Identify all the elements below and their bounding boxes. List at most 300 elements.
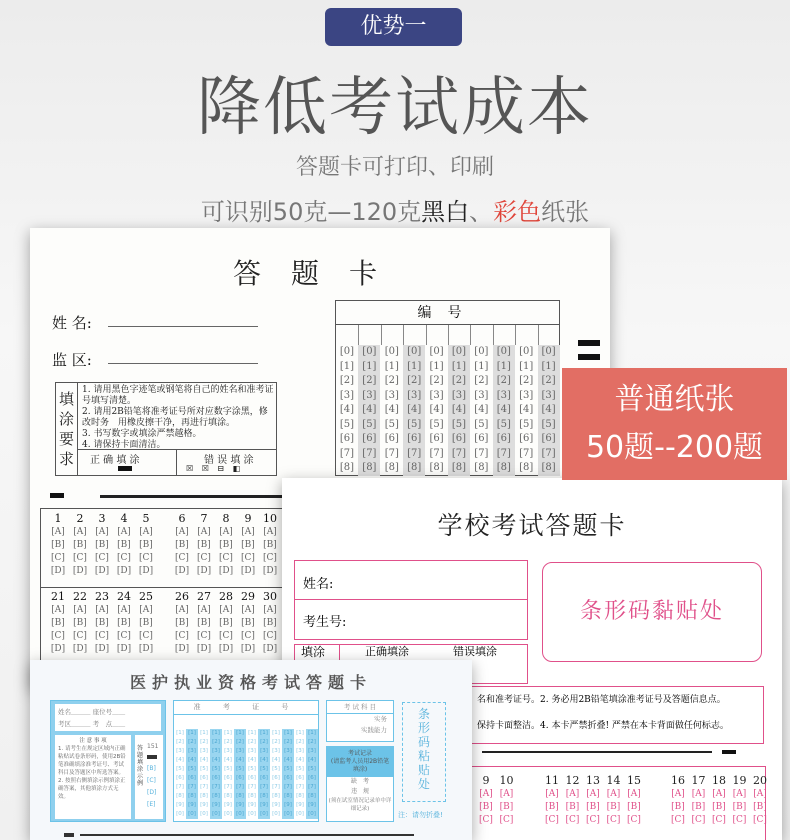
digit-bubble[interactable]: [6] — [224, 775, 232, 781]
digit-bubble[interactable]: [7] — [212, 784, 220, 790]
option-bubble[interactable]: [D] — [262, 644, 278, 654]
option-bubble[interactable]: [A] — [606, 789, 621, 799]
digit-bubble[interactable]: [8] — [260, 793, 268, 799]
digit-bubble[interactable]: [6] — [260, 775, 268, 781]
digit-bubble[interactable]: [2] — [429, 375, 444, 386]
option-bubble[interactable]: [D] — [72, 644, 88, 654]
digit-bubble[interactable]: [4] — [308, 757, 316, 763]
digit-bubble[interactable]: [9] — [236, 802, 244, 808]
digit-bubble[interactable]: [6] — [308, 775, 316, 781]
digit-bubble[interactable]: [1] — [384, 360, 399, 372]
digit-bubble[interactable]: [4] — [362, 404, 377, 415]
digit-bubble[interactable]: [9] — [260, 802, 268, 808]
digit-bubble[interactable]: [8] — [248, 793, 256, 799]
digit-bubble[interactable]: [6] — [296, 775, 304, 781]
digit-bubble[interactable]: [0] — [176, 811, 184, 817]
option-bubble[interactable]: [D] — [116, 566, 132, 576]
digit-bubble[interactable]: [0] — [451, 346, 467, 357]
option-bubble[interactable]: [D] — [174, 566, 190, 576]
digit-bubble[interactable]: [4] — [451, 404, 467, 415]
option-bubble[interactable]: [A] — [627, 789, 641, 799]
digit-bubble[interactable]: [0] — [474, 346, 489, 357]
digit-bubble[interactable]: [0] — [429, 346, 444, 357]
digit-bubble[interactable]: [8] — [541, 462, 556, 473]
option-bubble[interactable]: [D] — [94, 644, 110, 654]
digit-bubble[interactable]: [5] — [296, 766, 304, 772]
digit-bubble[interactable]: [7] — [236, 784, 244, 790]
digit-bubble[interactable]: [7] — [496, 447, 511, 459]
option-bubble[interactable]: [C] — [671, 815, 685, 825]
option-bubble[interactable]: [C] — [95, 631, 109, 641]
digit-bubble[interactable]: [7] — [200, 784, 208, 790]
option-bubble[interactable]: [D] — [138, 566, 154, 576]
option-bubble[interactable]: [A] — [219, 527, 233, 537]
digit-bubble[interactable]: [7] — [224, 784, 232, 790]
option-bubble[interactable]: [B] — [671, 802, 685, 812]
option-bubble[interactable]: [C] — [139, 631, 153, 641]
option-bubble[interactable]: [A] — [263, 527, 277, 537]
digit-bubble[interactable]: [8] — [308, 793, 316, 799]
digit-bubble[interactable]: [8] — [236, 793, 244, 799]
digit-bubble[interactable]: [3] — [519, 389, 534, 401]
digit-bubble[interactable]: [7] — [284, 784, 292, 790]
digit-bubble[interactable]: [3] — [362, 389, 377, 401]
digit-bubble[interactable]: [6] — [248, 775, 256, 781]
option-bubble[interactable]: [B] — [241, 540, 255, 550]
digit-bubble[interactable]: [6] — [339, 433, 355, 444]
option-bubble[interactable]: [B] — [545, 802, 559, 812]
digit-bubble[interactable]: [5] — [474, 418, 489, 430]
digit-bubble[interactable]: [3] — [260, 748, 268, 754]
digit-bubble[interactable]: [8] — [339, 462, 355, 473]
option-bubble[interactable]: [B] — [51, 618, 65, 628]
option-bubble[interactable]: [B] — [117, 618, 131, 628]
digit-bubble[interactable]: [2] — [212, 739, 220, 745]
option-bubble[interactable]: [D] — [262, 566, 278, 576]
digit-bubble[interactable]: [6] — [474, 433, 489, 444]
option-bubble[interactable]: [C] — [263, 553, 277, 563]
digit-bubble[interactable]: [2] — [474, 375, 489, 386]
digit-bubble[interactable]: [7] — [188, 784, 196, 790]
digit-bubble[interactable]: [9] — [272, 802, 280, 808]
digit-bubble[interactable]: [1] — [519, 360, 534, 372]
option-bubble[interactable]: [A] — [263, 605, 277, 615]
digit-bubble[interactable]: [6] — [176, 775, 184, 781]
digit-bubble[interactable]: [8] — [407, 462, 422, 473]
digit-bubble[interactable]: [8] — [272, 793, 280, 799]
option-bubble[interactable]: [B] — [139, 618, 153, 628]
digit-bubble[interactable]: [4] — [407, 404, 422, 415]
digit-bubble[interactable]: [4] — [236, 757, 244, 763]
digit-bubble[interactable]: [5] — [236, 766, 244, 772]
digit-bubble[interactable]: [0] — [384, 346, 399, 357]
digit-bubble[interactable]: [2] — [284, 739, 292, 745]
digit-bubble[interactable]: [7] — [176, 784, 184, 790]
digit-bubble[interactable]: [3] — [296, 748, 304, 754]
digit-bubble[interactable]: [1] — [362, 360, 377, 372]
option-bubble[interactable]: [B] — [753, 802, 767, 812]
option-bubble[interactable]: [D] — [196, 644, 212, 654]
digit-bubble[interactable]: [4] — [188, 757, 196, 763]
digit-bubble[interactable]: [5] — [224, 766, 232, 772]
digit-bubble[interactable]: [8] — [212, 793, 220, 799]
digit-bubble[interactable]: [7] — [451, 447, 467, 459]
digit-bubble[interactable]: [0] — [260, 811, 268, 817]
digit-bubble[interactable]: [1] — [272, 730, 280, 736]
digit-bubble[interactable]: [5] — [260, 766, 268, 772]
digit-bubble[interactable]: [2] — [200, 739, 208, 745]
absent-option[interactable]: 缺 考 — [350, 778, 369, 785]
option-bubble[interactable]: [B] — [479, 802, 493, 812]
digit-bubble[interactable]: [3] — [407, 389, 422, 401]
digit-bubble[interactable]: [3] — [200, 748, 208, 754]
digit-bubble[interactable]: [3] — [236, 748, 244, 754]
option-bubble[interactable]: [C] — [117, 553, 131, 563]
option-bubble[interactable]: [C] — [219, 631, 233, 641]
option-bubble[interactable]: [B] — [263, 540, 277, 550]
option-bubble[interactable]: [A] — [499, 789, 514, 799]
digit-bubble[interactable]: [4] — [260, 757, 268, 763]
digit-bubble[interactable]: [8] — [188, 793, 196, 799]
violation-option[interactable]: 违 规 — [350, 788, 369, 795]
option-bubble[interactable]: [C] — [732, 815, 747, 825]
option-bubble[interactable]: [A] — [545, 789, 559, 799]
digit-bubble[interactable]: [1] — [474, 360, 489, 372]
option-bubble[interactable]: [D] — [240, 644, 256, 654]
option-bubble[interactable]: [A] — [175, 605, 189, 615]
digit-bubble[interactable]: [0] — [362, 346, 377, 357]
digit-bubble[interactable]: [5] — [272, 766, 280, 772]
option-bubble[interactable]: [B] — [197, 540, 211, 550]
option-bubble[interactable]: [B] — [175, 618, 189, 628]
option-bubble[interactable]: [A] — [753, 789, 767, 799]
option-bubble[interactable]: [B] — [606, 802, 621, 812]
digit-bubble[interactable]: [8] — [474, 462, 489, 473]
digit-bubble[interactable]: [1] — [284, 730, 292, 736]
digit-bubble[interactable]: [5] — [188, 766, 196, 772]
digit-bubble[interactable]: [4] — [212, 757, 220, 763]
digit-bubble[interactable]: [7] — [362, 447, 377, 459]
digit-bubble[interactable]: [5] — [200, 766, 208, 772]
digit-bubble[interactable]: [6] — [362, 433, 377, 444]
digit-bubble[interactable]: [3] — [224, 748, 232, 754]
digit-bubble[interactable]: [4] — [519, 404, 534, 415]
digit-bubble[interactable]: [6] — [541, 433, 556, 444]
digit-bubble[interactable]: [5] — [248, 766, 256, 772]
option-bubble[interactable]: [D] — [72, 566, 88, 576]
option-bubble[interactable]: [C] — [606, 815, 621, 825]
option-bubble[interactable]: [D] — [174, 644, 190, 654]
digit-bubble[interactable]: [0] — [188, 811, 196, 817]
digit-bubble[interactable]: [4] — [384, 404, 399, 415]
digit-bubble[interactable]: [8] — [200, 793, 208, 799]
digit-bubble[interactable]: [8] — [296, 793, 304, 799]
option-bubble[interactable]: [C] — [51, 631, 65, 641]
digit-bubble[interactable]: [0] — [496, 346, 511, 357]
digit-bubble[interactable]: [9] — [200, 802, 208, 808]
digit-bubble[interactable]: [5] — [308, 766, 316, 772]
digit-bubble[interactable]: [5] — [429, 418, 444, 430]
digit-bubble[interactable]: [6] — [200, 775, 208, 781]
subject-option[interactable]: 实务 — [374, 715, 387, 723]
digit-bubble[interactable]: [0] — [200, 811, 208, 817]
option-bubble[interactable]: [C] — [73, 553, 87, 563]
digit-bubble[interactable]: [9] — [212, 802, 220, 808]
digit-bubble[interactable]: [1] — [308, 730, 316, 736]
digit-bubble[interactable]: [8] — [496, 462, 511, 473]
digit-bubble[interactable]: [1] — [496, 360, 511, 372]
digit-bubble[interactable]: [2] — [496, 375, 511, 386]
option-bubble[interactable]: [C] — [219, 553, 233, 563]
digit-bubble[interactable]: [4] — [224, 757, 232, 763]
digit-bubble[interactable]: [2] — [188, 739, 196, 745]
subject-option[interactable]: 实践能力 — [361, 726, 387, 734]
digit-bubble[interactable]: [1] — [176, 730, 184, 736]
digit-bubble[interactable]: [5] — [384, 418, 399, 430]
digit-bubble[interactable]: [7] — [296, 784, 304, 790]
digit-bubble[interactable]: [7] — [541, 447, 556, 459]
digit-bubble[interactable]: [1] — [541, 360, 556, 372]
digit-bubble[interactable]: [9] — [308, 802, 316, 808]
digit-bubble[interactable]: [4] — [541, 404, 556, 415]
option-bubble[interactable]: [C] — [499, 815, 514, 825]
digit-bubble[interactable]: [6] — [451, 433, 467, 444]
digit-bubble[interactable]: [3] — [188, 748, 196, 754]
option-bubble[interactable]: [A] — [117, 527, 131, 537]
option-bubble[interactable]: [A] — [671, 789, 685, 799]
digit-bubble[interactable]: [3] — [339, 389, 355, 401]
option-bubble[interactable]: [B] — [73, 540, 87, 550]
digit-bubble[interactable]: [3] — [212, 748, 220, 754]
digit-bubble[interactable]: [8] — [429, 462, 444, 473]
digit-bubble[interactable]: [4] — [339, 404, 355, 415]
option-bubble[interactable]: [A] — [95, 527, 109, 537]
digit-bubble[interactable]: [4] — [296, 757, 304, 763]
digit-bubble[interactable]: [7] — [339, 447, 355, 459]
digit-bubble[interactable]: [3] — [176, 748, 184, 754]
option-bubble[interactable]: [B] — [139, 540, 153, 550]
option-bubble[interactable]: [A] — [175, 527, 189, 537]
digit-bubble[interactable]: [2] — [236, 739, 244, 745]
option-bubble[interactable]: [D] — [50, 644, 66, 654]
digit-bubble[interactable]: [4] — [474, 404, 489, 415]
digit-bubble[interactable]: [1] — [212, 730, 220, 736]
digit-bubble[interactable]: [5] — [496, 418, 511, 430]
digit-bubble[interactable]: [6] — [272, 775, 280, 781]
option-bubble[interactable]: [A] — [479, 789, 493, 799]
digit-bubble[interactable]: [2] — [260, 739, 268, 745]
digit-bubble[interactable]: [9] — [284, 802, 292, 808]
option-bubble[interactable]: [A] — [117, 605, 131, 615]
digit-bubble[interactable]: [3] — [284, 748, 292, 754]
digit-bubble[interactable]: [9] — [224, 802, 232, 808]
digit-bubble[interactable]: [3] — [474, 389, 489, 401]
digit-bubble[interactable]: [0] — [296, 811, 304, 817]
digit-bubble[interactable]: [4] — [176, 757, 184, 763]
digit-bubble[interactable]: [7] — [429, 447, 444, 459]
option-bubble[interactable]: [B] — [51, 540, 65, 550]
option-bubble[interactable]: [B] — [732, 802, 747, 812]
option-bubble[interactable]: [B] — [565, 802, 580, 812]
option-bubble[interactable]: [B] — [117, 540, 131, 550]
option-bubble[interactable]: [B] — [95, 540, 109, 550]
option-bubble[interactable]: [A] — [565, 789, 580, 799]
digit-bubble[interactable]: [1] — [260, 730, 268, 736]
digit-bubble[interactable]: [7] — [260, 784, 268, 790]
digit-bubble[interactable]: [0] — [236, 811, 244, 817]
digit-bubble[interactable]: [1] — [407, 360, 422, 372]
digit-bubble[interactable]: [2] — [451, 375, 467, 386]
option-bubble[interactable]: [C] — [51, 553, 65, 563]
digit-bubble[interactable]: [2] — [519, 375, 534, 386]
digit-bubble[interactable]: [5] — [284, 766, 292, 772]
option-bubble[interactable]: [A] — [712, 789, 726, 799]
digit-bubble[interactable]: [8] — [451, 462, 467, 473]
digit-bubble[interactable]: [9] — [188, 802, 196, 808]
digit-bubble[interactable]: [4] — [272, 757, 280, 763]
digit-bubble[interactable]: [0] — [407, 346, 422, 357]
digit-bubble[interactable]: [7] — [308, 784, 316, 790]
digit-bubble[interactable]: [6] — [284, 775, 292, 781]
digit-bubble[interactable]: [0] — [339, 346, 355, 357]
digit-bubble[interactable]: [7] — [248, 784, 256, 790]
digit-bubble[interactable]: [6] — [407, 433, 422, 444]
option-bubble[interactable]: [C] — [263, 631, 277, 641]
option-bubble[interactable]: [B] — [219, 540, 233, 550]
option-bubble[interactable]: [A] — [51, 605, 65, 615]
option-bubble[interactable]: [B] — [627, 802, 641, 812]
option-bubble[interactable]: [B] — [95, 618, 109, 628]
option-bubble[interactable]: [A] — [73, 527, 87, 537]
option-bubble[interactable]: [A] — [586, 789, 600, 799]
option-bubble[interactable]: [C] — [479, 815, 493, 825]
option-bubble[interactable]: [C] — [753, 815, 767, 825]
digit-bubble[interactable]: [4] — [248, 757, 256, 763]
option-bubble[interactable]: [C] — [586, 815, 600, 825]
digit-bubble[interactable]: [0] — [284, 811, 292, 817]
digit-bubble[interactable]: [7] — [272, 784, 280, 790]
digit-bubble[interactable]: [6] — [236, 775, 244, 781]
digit-bubble[interactable]: [0] — [272, 811, 280, 817]
digit-bubble[interactable]: [2] — [384, 375, 399, 386]
option-bubble[interactable]: [C] — [565, 815, 580, 825]
digit-bubble[interactable]: [1] — [236, 730, 244, 736]
option-bubble[interactable]: [C] — [175, 631, 189, 641]
digit-bubble[interactable]: [6] — [188, 775, 196, 781]
option-bubble[interactable]: [B] — [73, 618, 87, 628]
digit-bubble[interactable]: [6] — [519, 433, 534, 444]
option-bubble[interactable]: [B] — [712, 802, 726, 812]
option-bubble[interactable]: [B] — [263, 618, 277, 628]
digit-bubble[interactable]: [3] — [496, 389, 511, 401]
digit-bubble[interactable]: [0] — [308, 811, 316, 817]
digit-bubble[interactable]: [1] — [339, 360, 355, 372]
option-bubble[interactable]: [A] — [139, 527, 153, 537]
digit-bubble[interactable]: [0] — [541, 346, 556, 357]
option-bubble[interactable]: [B] — [499, 802, 514, 812]
option-bubble[interactable]: [C] — [175, 553, 189, 563]
option-bubble[interactable]: [A] — [51, 527, 65, 537]
digit-bubble[interactable]: [1] — [200, 730, 208, 736]
digit-bubble[interactable]: [6] — [384, 433, 399, 444]
option-bubble[interactable]: [C] — [627, 815, 641, 825]
digit-bubble[interactable]: [9] — [296, 802, 304, 808]
option-bubble[interactable]: [A] — [241, 527, 255, 537]
option-bubble[interactable]: [B] — [586, 802, 600, 812]
digit-bubble[interactable]: [2] — [248, 739, 256, 745]
digit-bubble[interactable]: [4] — [496, 404, 511, 415]
digit-bubble[interactable]: [3] — [541, 389, 556, 401]
option-bubble[interactable]: [C] — [139, 553, 153, 563]
digit-bubble[interactable]: [2] — [272, 739, 280, 745]
option-bubble[interactable]: [C] — [241, 553, 255, 563]
digit-bubble[interactable]: [5] — [339, 418, 355, 430]
option-bubble[interactable]: [D] — [50, 566, 66, 576]
digit-bubble[interactable]: [4] — [200, 757, 208, 763]
digit-bubble[interactable]: [8] — [284, 793, 292, 799]
digit-bubble[interactable]: [9] — [176, 802, 184, 808]
digit-bubble[interactable]: [8] — [176, 793, 184, 799]
digit-bubble[interactable]: [2] — [224, 739, 232, 745]
digit-bubble[interactable]: [6] — [496, 433, 511, 444]
digit-bubble[interactable]: [2] — [541, 375, 556, 386]
digit-bubble[interactable]: [2] — [362, 375, 377, 386]
digit-bubble[interactable]: [1] — [296, 730, 304, 736]
digit-bubble[interactable]: [1] — [188, 730, 196, 736]
option-bubble[interactable]: [B] — [197, 618, 211, 628]
option-bubble[interactable]: [D] — [138, 644, 154, 654]
digit-bubble[interactable]: [5] — [212, 766, 220, 772]
digit-bubble[interactable]: [7] — [384, 447, 399, 459]
option-bubble[interactable]: [D] — [218, 644, 234, 654]
digit-bubble[interactable]: [3] — [429, 389, 444, 401]
digit-bubble[interactable]: [2] — [296, 739, 304, 745]
digit-bubble[interactable]: [0] — [212, 811, 220, 817]
digit-bubble[interactable]: [3] — [451, 389, 467, 401]
option-bubble[interactable]: [C] — [95, 553, 109, 563]
digit-bubble[interactable]: [9] — [248, 802, 256, 808]
option-bubble[interactable]: [C] — [712, 815, 726, 825]
option-bubble[interactable]: [C] — [241, 631, 255, 641]
digit-bubble[interactable]: [2] — [407, 375, 422, 386]
option-bubble[interactable]: [C] — [545, 815, 559, 825]
digit-bubble[interactable]: [5] — [362, 418, 377, 430]
digit-bubble[interactable]: [2] — [339, 375, 355, 386]
digit-bubble[interactable]: [5] — [176, 766, 184, 772]
option-bubble[interactable]: [C] — [197, 631, 211, 641]
digit-bubble[interactable]: [2] — [308, 739, 316, 745]
digit-bubble[interactable]: [0] — [248, 811, 256, 817]
option-bubble[interactable]: [C] — [73, 631, 87, 641]
digit-bubble[interactable]: [1] — [451, 360, 467, 372]
option-bubble[interactable]: [A] — [219, 605, 233, 615]
digit-bubble[interactable]: [3] — [272, 748, 280, 754]
digit-bubble[interactable]: [1] — [224, 730, 232, 736]
digit-bubble[interactable]: [4] — [429, 404, 444, 415]
option-bubble[interactable]: [A] — [241, 605, 255, 615]
digit-bubble[interactable]: [7] — [519, 447, 534, 459]
digit-bubble[interactable]: [6] — [429, 433, 444, 444]
digit-bubble[interactable]: [0] — [519, 346, 534, 357]
option-bubble[interactable]: [B] — [219, 618, 233, 628]
option-bubble[interactable]: [A] — [732, 789, 747, 799]
option-bubble[interactable]: [B] — [691, 802, 706, 812]
option-bubble[interactable]: [A] — [73, 605, 87, 615]
option-bubble[interactable]: [C] — [691, 815, 706, 825]
option-bubble[interactable]: [D] — [196, 566, 212, 576]
digit-bubble[interactable]: [7] — [474, 447, 489, 459]
option-bubble[interactable]: [B] — [175, 540, 189, 550]
